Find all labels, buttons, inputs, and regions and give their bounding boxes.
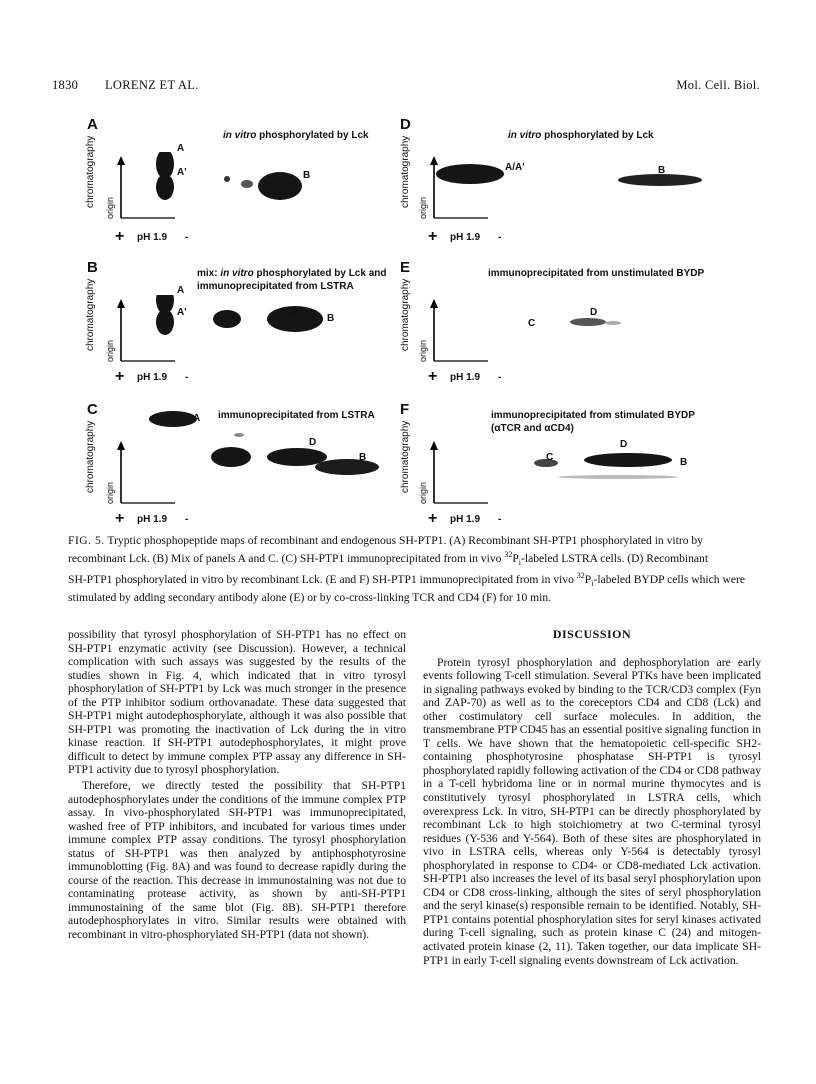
right-column <box>423 628 761 967</box>
panel-c <box>75 397 395 532</box>
panel-title: in vitro phosphorylated by Lck <box>223 130 369 141</box>
anode-plus: + <box>115 228 125 245</box>
section-heading: DISCUSSION <box>552 627 632 641</box>
panel-letter: D <box>400 116 411 133</box>
origin-label: origin <box>105 196 115 219</box>
cathode-minus: - <box>498 232 502 243</box>
left-column <box>68 628 406 942</box>
y-axis-label: chromatography <box>400 278 411 351</box>
spot-label: C <box>232 313 240 324</box>
anode-plus: + <box>428 368 438 385</box>
spot-label: A/A' <box>505 162 525 173</box>
y-axis-label: chromatography <box>400 420 411 493</box>
cathode-minus: - <box>185 372 189 383</box>
panel-title: immunoprecipitated from stimulated BYDP (αTCR and αCD4) <box>491 410 695 434</box>
figure-caption: FIG. 5. Tryptic phosphopeptide maps of recombinant and endogenous SH-PTP1. (A) Recombinant SH-PTP1 phosphorylated in vitro by recombinant Lck. (B) Mix of panels A and C. (C) SH-PTP1 immunoprecipitated from in vivo $^{32}P_i$-labeled LSTRA cells. (D) Recombinant SH-PTP1 phosphorylated in vitro by recombinant Lck. (E and F) SH-PTP1 immunoprecipitated from in vivo $^{32}P_i$-labeled BYDP cells which were stimulated by adding secondary antibody alone (E) or by co-cross-linking TCR and CD4 (F) for 10 min. <box>68 534 745 605</box>
paragraph: Protein tyrosyl phosphorylation and dephosphorylation are early events following T-cell stimulation. Several PTKs have been implicated in signaling pathways evoked by binding to the TCR/CD3 complex (Fyn and ZAP-70) as well as to the coreceptors CD4 and CD8 (Lck) and other costimulatory cell surface molecules. In addition, the transmembrane PTP CD45 has an essential positive signaling function in T cells. We have shown that the hematopoietic cell-specific SH2-containing phosphotyrosine phosphatase SH-PTP1 is tyrosyl phosphorylated rapidly following activation of the CD4 or CD8 pathway in a T-cell hybridoma line or in normal murine thymocytes and is constitutively tyrosyl phosphorylated in LSTRA cells, which overexpress Lck. In vitro, SH-PTP1 can be directly phosphorylated by recombinant Lck to high stoichiometry at two C-terminal tyrosyl residues (Y-536 and Y-564). Both of these sites are phosphorylated in vivo in LSTRA cells, whereas only Y-564 is detectably tyrosyl phosphorylated in response to CD4- or CD8-mediated Lck activation. SH-PTP1 also increases the level of its basal seryl phosphorylation upon CD4 or CD8 cross-linking, although the sites of seryl phosphorylation and the seryl kinase(s) responsible remain to be identified. Notably, SH-PTP1 contains potential phosphorylation sites for seryl kinases activated during T-cell signaling, such as protein kinase C (24) and mitogen-activated protein kinase (2, 11). Taken together, our data implicate SH-PTP1 in early T-cell signaling events downstream of Lck activation. <box>423 655 761 967</box>
ph-label: pH 1.9 <box>450 372 481 383</box>
y-axis-label: chromatography <box>85 278 96 351</box>
spot-label: B <box>327 313 335 324</box>
cathode-minus: - <box>185 232 189 243</box>
panel-a <box>75 112 395 247</box>
panel-title: immunoprecipitated from unstimulated BYDP <box>488 268 705 279</box>
panel-letter: B <box>87 259 98 276</box>
origin-label: origin <box>418 481 428 504</box>
origin-label: origin <box>105 481 115 504</box>
spot-label: D <box>309 437 317 448</box>
blot-image <box>115 407 395 517</box>
spot-label: C <box>528 318 536 329</box>
panel-e <box>388 255 728 390</box>
ph-label: pH 1.9 <box>137 372 168 383</box>
ph-label: pH 1.9 <box>137 232 168 243</box>
origin-label: origin <box>105 339 115 362</box>
paragraph: Therefore, we directly tested the possibility that SH-PTP1 autodephosphorylates under the conditions of the immune complex PTP assay. In vivo-phosphorylated SH-PTP1 was immunoprecipitated, washed free of PTP inhibitors, and incubated for various times under immune complex PTP assay conditions. The tyrosyl phosphorylation status of SH-PTP1 was then analyzed by antiphosphotyrosine immunoblotting (Fig. 8A) and was found to decrease rapidly during the course of the reaction. This decrease in immunostaining was not due to contaminating protease activity, as shown by anti-SH-PTP1 immunostaining of the same blot (Fig. 8B). SH-PTP1 therefore autodephosphorylates in vitro. Similar results were obtained with recombinant in vitro-phosphorylated SH-PTP1 (data not shown). <box>68 779 406 942</box>
panel-title: mix: in vitro phosphorylated by Lck and immunoprecipitated from LSTRA <box>197 268 387 292</box>
panel-letter: A <box>87 116 98 133</box>
y-axis-label: chromatography <box>85 420 96 493</box>
cathode-minus: - <box>498 372 502 383</box>
panel-letter: E <box>400 259 411 276</box>
figure-5 <box>0 0 816 530</box>
journal-name: Mol. Cell. Biol. <box>676 78 760 92</box>
panel-d <box>388 112 728 247</box>
panel-letter: C <box>87 401 98 418</box>
ph-label: pH 1.9 <box>450 514 481 525</box>
paragraph: possibility that tyrosyl phosphorylation of SH-PTP1 has no effect on SH-PTP1 enzymatic activity (see Discussion). However, a technical complication with such assays was suggested by the results of the studies shown in Fig. 4, which indicated that in vitro tyrosyl phosphorylation of SH-PTP1 by Lck was much stronger in the presence of the PTP inhibitor sodium orthovanadate. These data suggested that SH-PTP1 might autodephosphorylate, although it was also possible that SH-PTP1 was promoting the inactivation of Lck during the in vitro kinase reaction. If SH-PTP1 autodephosphorylates, it might prove difficult to detect by immune complex PTP assay any difference in SH-PTP1 activity due to tyrosyl phosphorylation. <box>68 628 406 777</box>
running-authors: LORENZ ET AL. <box>105 78 199 92</box>
cathode-minus: - <box>498 514 502 525</box>
spot-label: B <box>680 457 688 468</box>
spot-label: A <box>177 143 185 154</box>
spot-label: D <box>620 439 628 450</box>
spot-label: B <box>359 452 367 463</box>
spot-label: A' <box>177 167 187 178</box>
y-axis-label: chromatography <box>85 135 96 208</box>
anode-plus: + <box>115 368 125 385</box>
page-number: 1830 <box>52 78 79 92</box>
anode-plus: + <box>428 228 438 245</box>
spot-label: A <box>193 413 201 424</box>
spot-label: C <box>546 452 554 463</box>
panel-title: immunoprecipitated from LSTRA <box>218 410 375 421</box>
cathode-minus: - <box>185 514 189 525</box>
anode-plus: + <box>115 510 125 527</box>
spot-label: B <box>658 165 666 176</box>
panel-b <box>75 255 395 390</box>
y-axis-label: chromatography <box>400 135 411 208</box>
spot-label: A' <box>177 307 187 318</box>
spot-label: D <box>590 307 598 318</box>
spot-label: B <box>303 170 311 181</box>
spot-label: C <box>239 449 247 460</box>
spot-label: D <box>291 307 299 318</box>
anode-plus: + <box>428 510 438 527</box>
panel-letter: F <box>400 401 410 418</box>
ph-label: pH 1.9 <box>450 232 481 243</box>
panel-title: in vitro phosphorylated by Lck <box>508 130 654 141</box>
origin-label: origin <box>418 196 428 219</box>
ph-label: pH 1.9 <box>137 514 168 525</box>
panel-f <box>388 397 728 532</box>
spot-label: A <box>177 285 185 296</box>
origin-label: origin <box>418 339 428 362</box>
